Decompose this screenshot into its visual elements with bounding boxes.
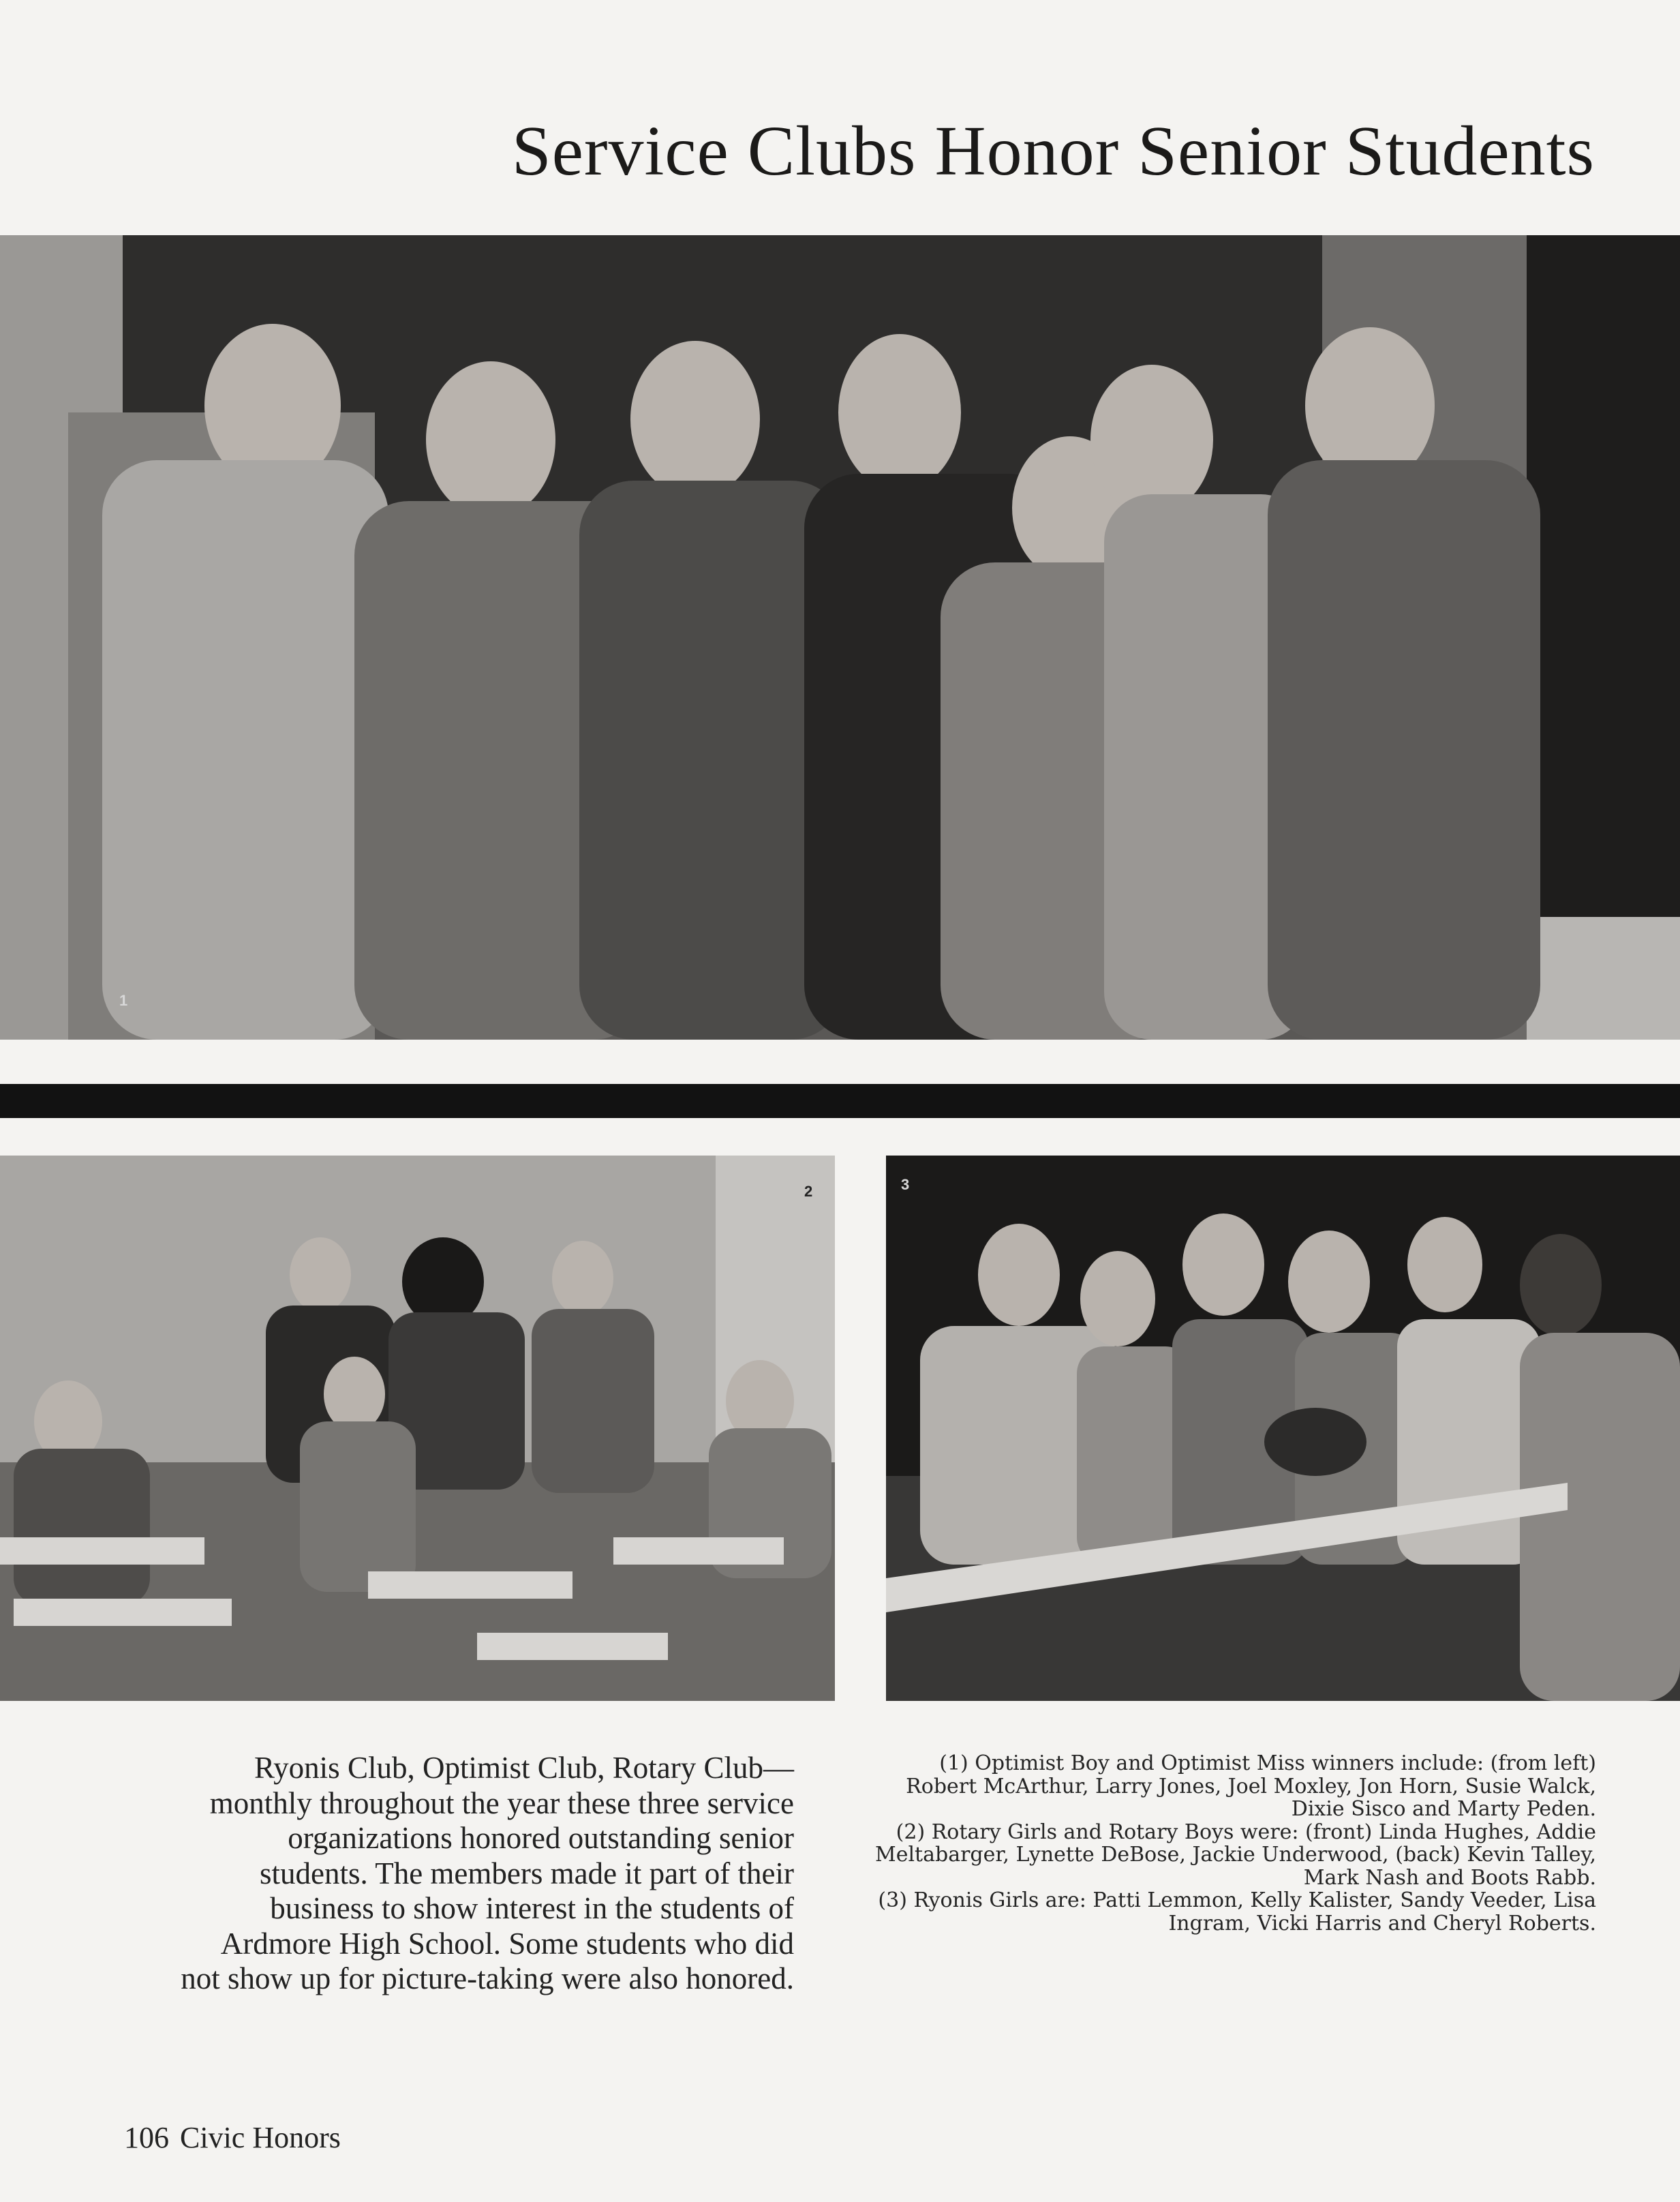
caption-1: (1) Optimist Boy and Optimist Miss winners include: (from left) Robert McArthur, Larry Jones, Joel Moxley, Jon Horn, Susie Walck, Dixie Sisco and Marty Peden. <box>906 1751 1596 1821</box>
photo-1-image <box>0 235 1680 1040</box>
page-number: 106 <box>124 2121 169 2154</box>
photo-optimist-winners <box>0 235 1680 1040</box>
divider-band <box>0 1084 1680 1118</box>
photo-rotary-students <box>0 1156 835 1701</box>
caption-2: (2) Rotary Girls and Rotary Boys were: (front) Linda Hughes, Addie Meltabarger, Lynette DeBose, Jackie Underwood, (back) Kevin Talley, Mark Nash and Boots Rabb. <box>874 1820 1596 1890</box>
caption-3: (3) Ryonis Girls are: Patti Lemmon, Kelly Kalister, Sandy Veeder, Lisa Ingram, Vicki Harris and Cheryl Roberts. <box>878 1888 1596 1935</box>
photo-3-image <box>886 1156 1680 1701</box>
photo-number: 2 <box>804 1183 813 1200</box>
photo-2-image <box>0 1156 835 1701</box>
photo-number: 1 <box>119 992 128 1009</box>
page-title: Service Clubs Honor Senior Students <box>511 112 1595 190</box>
body-paragraph: Ryonis Club, Optimist Club, Rotary Club— monthly throughout the year these three service organizations honored outstanding senior students. The members made it part of their business to show interest in the students of Ardmore High School. Some students who did not show up for picture-taking were also honored. <box>181 1751 794 1995</box>
section-name: Civic Honors <box>180 2121 341 2154</box>
photo-captions <box>866 1752 1596 1935</box>
page-footer <box>124 2120 352 2155</box>
photo-ryonis-girls <box>886 1156 1680 1701</box>
photo-number: 3 <box>901 1176 910 1193</box>
